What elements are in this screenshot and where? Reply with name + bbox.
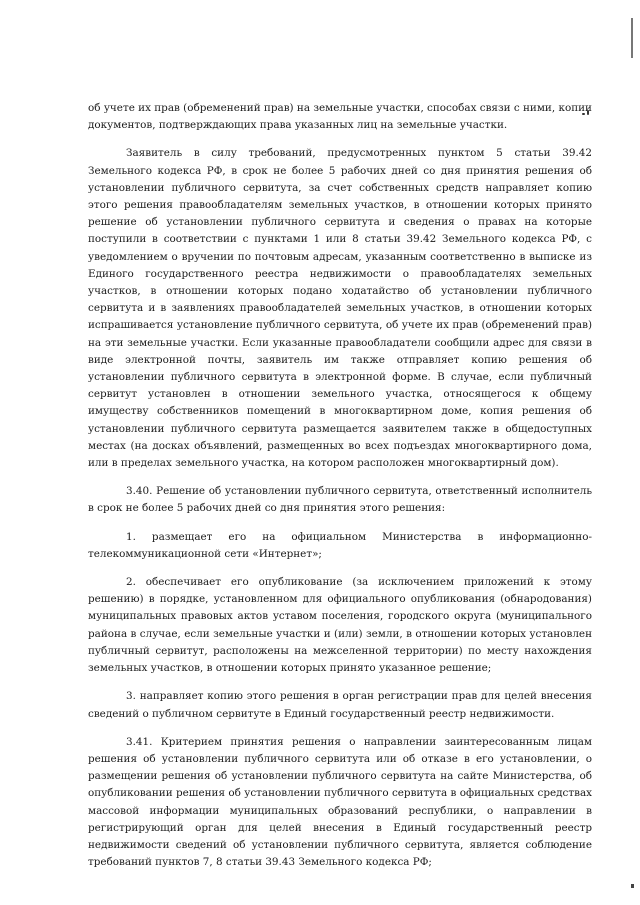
list-item-2: 2. обеспечивает его опубликование (за исключением приложений к этому решению) в порядке, установленном для официального опубликования (обнародования) муниципальных правовых актов уставом поселения, городского округа (муниципального района в случае, если земельные участки и (или) земли, в отношении которых установлен публичный сервитут, расположены на межселенной территории) по месту нахождения земельных участков, в отношении которых принято указанное решение; xyxy=(88,576,592,675)
paragraph-3-40: 3.40. Решение об установлении публичного сервитута, ответственный исполнитель в срок не более 5 рабочих дней со дня принятия этого решения: xyxy=(88,485,592,515)
list-item-1: 1. размещает его на официальном Министерства в информационно-телекоммуникационной сети «Интернет»; xyxy=(88,530,592,560)
scan-edge-line xyxy=(631,18,633,58)
document-body xyxy=(88,100,592,882)
list-item-3: 3. направляет копию этого решения в орган регистрации прав для целей внесения сведений о публичном сервитуте в Единый государственный реестр недвижимости. xyxy=(88,690,592,720)
scan-edge-dot xyxy=(631,884,634,888)
paragraph-3-41: 3.41. Критерием принятия решения о направлении заинтересованным лицам решения об установлении публичного сервитута или об отказе в его установлении, о размещении решения об установлении публичного сервитута на сайте Министерства, об опубликовании решения об установлении публичного сервитута в официальных средствах массовой информации муниципальных образований республики, о направлении в регистрирующий орган для целей внесения в Единый государственный реестр недвижимости сведений об установлении публичного сервитута, является соблюдение требований пунктов 7, 8 статьи 39.43 Земельного кодекса РФ; xyxy=(88,735,592,869)
paragraph-applicant-notice: Заявитель в силу требований, предусмотренных пунктом 5 статьи 39.42 Земельного кодекса РФ, в срок не более 5 рабочих дней со дня принятия решения об установлении публичного сервитута, за счет собственных средств направляет копию этого решения правообладателям земельных участков, в отношении которых принято решение об установлении публичного сервитута и сведения о правах на которые поступили в соответствии с пунктами 1 или 8 статьи 39.42 Земельного кодекса РФ, с уведомлением о вручении по почтовым адресам, указанным соответственно в выписке из Единого государственного реестра недвижимости о правообладателях земельных участков, в отношении которых подано ходатайство об установлении публичного сервитута и в заявлениях правообладателей земельных участков, в отношении которых испрашивается установление публичного сервитута, об учете их прав (обременений прав) на эти земельные участки. Если указанные правообладатели сообщили адрес для связи в виде электронной почты, заявитель им также отправляет копию решения об установлении публичного сервитута в электронной форме. В случае, если публичный сервитут установлен в отношении земельного участка, относящегося к общему имуществу собственников помещений в многоквартирном доме, копия решения об установлении публичного сервитута размещается заявителем также в общедоступных местах (на досках объявлений, размещенных во всех подъездах многоквартирного дома, или в пределах земельного участка, на котором расположен многоквартирный дом). xyxy=(88,147,592,470)
paragraph-continuation: об учете их прав (обременений прав) на земельные участки, способах связи с ними, копии документов, подтверждающих права указанных лиц на земельные участки. xyxy=(88,102,592,132)
